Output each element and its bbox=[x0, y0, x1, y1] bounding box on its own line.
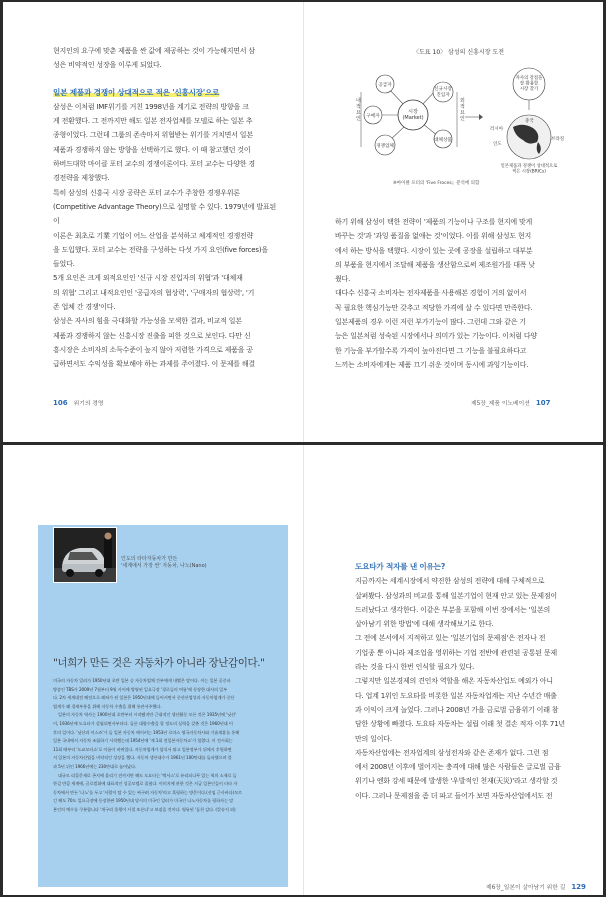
intro-paragraph: 현지인의 요구에 맞춘 제품을 싼 값에 제공하는 것이 가능해지면서 삼 성은 비약적인 성장을 이루게 되었다. bbox=[53, 47, 255, 70]
diagram-title: 〈도표 10〉 삼성의 신흥시장 도전 bbox=[413, 49, 505, 56]
globe-label: 인도 bbox=[493, 142, 502, 147]
diagram-node-label: 구매자 bbox=[366, 114, 380, 119]
sidebar-body: 미국의 자동차 일러가 1950년대 초반 일본 승 자동차업체 간부에게 내뱉은 말이다. 이는 일본 공중파 방송인 TBS가 2009년 7월부터 9월 사이에 방영된 일요극장 '경로들의 여름'에 등장한 대사의 일부 다. 2차 세계대전 패전으로 폐허가 된 일본은 1950년대에 들어서면서 중산산업성과 자동차업계가 중산 업계가 왜 경제부흥을 위해 자동차 수출을 위해 통관서주했다. 일본의 자동차 역사는 1900년대 초반부터 시작됐지만 근대적인 생산활동 모든 것은 1935년에 '닛산' 이, 1936년에 도요타가 설립되면서부터다. 둘른 대량수출을 할 정도의 실력을 갖춘 것은 1960년대 이 후의 일이다. '닛산과 이스즈'가 둘 일본 자동차 메이커는 1953년 로마스 영국자동차사와 기술제휴를 통해 일본 국내에서 자동차 조립하기 시작했는데 1954년에 '제 1회 전일본자동차쇼'가 열렸다. 이 전시회는 11회 때부터 '도쿄모터쇼'로 이름이 바뀌었다. 자동차업계가 압식서 뛰고 일본정부가 뒤에서 후원하면 서 일본의 자동차산업을 비약적인 성장을 했다. 자동차 생산대수가 1961년 100만대를 돌파했으며 불 과 5년 뒤인 1966년에는 230만대로 늘어났다. 대규모 리콜문제로 곤지에 몰리기 전까지만 해도 도요타는 '렉서스'로 유리되나무 있는 혁의 소재로 들 한걸 만큼 세계에, 글로벌화에 대표적인 성공모델로 꼽혔다. 이미지에 관한 것은 지금 일본인들이 타타 자 동차에서 만든 '나노'를 두고 '사람이 탈 수 있는 싸구려 자동차'라고 혹평하는 방문이다.(선임 근사바다)모르 긴 해도 70도 일요극장에 등장한판 1950년대 당시의 미국인 일러가 미국인 나노자동차를 평하자는 말 본인의 예수를 쿠분합니다 '개구리 올챙이 시절 또른다'고 보짐을 것이다. 영뮤된 '돌천 감다. (칼슈저 외) bbox=[53, 678, 242, 812]
paragraph: 지금까지는 세계시장에서 약진한 삼성의 전략에 대해 구체적으로 살펴봤다. 삼성과의 비교를 통해 일본기업이 현재 안고 있는 문제점이 드러났다고 생각한다. 이같은 부분을 포함해 이번 장에서는 '일본의 살아남기 위한 방법'에 대해 생각해보기로 한다. bbox=[355, 577, 557, 629]
page-number: 107 bbox=[535, 398, 551, 407]
page-106-text bbox=[53, 44, 278, 372]
diagram-node-new-entrant bbox=[433, 82, 453, 102]
page-107-text bbox=[335, 215, 565, 372]
globe-label: 중국 bbox=[525, 119, 534, 124]
svg-text:시장(Market): 시장 (Market) bbox=[402, 109, 424, 121]
diagram-caption: ※마이클 포터의 'Five Froces』분석에 의함 bbox=[393, 181, 480, 186]
diagram-internal-label: 내 적 요 인 bbox=[356, 98, 361, 122]
top-gutter bbox=[303, 2, 304, 442]
sidebar-quote: "너희가 만든 것은 자동차가 아니라 장난감이다." bbox=[53, 657, 265, 669]
svg-text:신규시장진입자: 신규시장 진입자 bbox=[434, 87, 452, 98]
globe-label: 러시아 bbox=[490, 127, 504, 132]
paragraph: 일본제품의 경우 이런 저런 부가기능이 많다. 그런데 그와 같은 기 능은 일본처럼 성숙된 시장에서나 의미가 있는 기능이다. 이처럼 다양 한 기능을 부가할수록 가격이 높아진다면 그 기능을 불필요하다고 느끼는 소비자에게는 제품 끄기 쉬운 것이며 동시에 과잉기능이다. bbox=[335, 318, 537, 369]
diagram-node-label: 공급자 bbox=[378, 83, 392, 88]
diagram-node-label: 경쟁업체 bbox=[376, 144, 394, 149]
nano-car-photo bbox=[53, 527, 117, 583]
bottom-spread bbox=[3, 445, 603, 895]
strategy-diagram bbox=[353, 42, 568, 202]
paragraph: 하기 위해 삼성이 택한 전략이 '제품의 기능이나 구조를 현지에 맞게 바꾸는 것'과 '과잉 품질을 없애는 것'이었다. 이를 위해 삼성도 현지 에서 하는 방식을 택했다. 시장이 있는 곳에 공장을 설립하고 대부분 의 부품을 현지에서 조달해 제품을 생산함으로써 제조원가를 대폭 낮 췄다. bbox=[335, 218, 535, 284]
paragraph: 그렇지만 일본경제의 견인차 역할을 해온 자동차산업도 예외가 아니 다. 업계 1위인 도요타를 비롯한 일본 자동차업계는 지난 수년간 매출 과 이익이 크게 늘었다. 그러나 2008년 가을 금로벌 금융위기 이래 참 담한 상황에 빠졌다. 도요타 자동차는 설립 이래 첫 결손 적자 이후 71년 만의 일이다. bbox=[355, 677, 565, 743]
paragraph: 삼성은 이처럼 IMF위기를 거친 1998년을 계기로 전략의 방향을 크 게 전환했다. 그 전까지만 해도 일본 전자업체를 모델로 하는 일본 추 종형이었다. 그런데 그룹의 존속마저 위협받는 위기를 거치면서 일본 제품과 경쟁하지 않는 방향을 선택하기로 했다. 이 때 참고했던 것이 하버드대학 마이클 포터 교수의 경쟁이론이다. 포터 교수는 다양한 경 경전략을 제창했다. bbox=[53, 102, 255, 183]
paragraph: 5개 요인은 크게 외적요인인 '신규 시장 진입자의 위협'과 '대체재 의 위협' 그리고 내적요인인 '공급자의 협상력', '구매자의 협상력', '기 존 업체 간 경쟁'이다. bbox=[53, 274, 255, 312]
running-title: 위기의 경영 bbox=[73, 401, 104, 407]
globe-label: 브라질 bbox=[551, 137, 565, 142]
page-129-text bbox=[355, 560, 580, 803]
paragraph: 자동차산업에는 전자업계의 삼성전자와 같은 존재가 없다. 그런 점 에서 2008년 이후에 벌어지는 충격에 대해 많은 사람들은 글로벌 금융 위기나 엔화 강세 때문에 발생한 '우발적인 천재(天災)'라고 생각할 것 이다. 그러나 문제점을 좀 더 파고 들어가 보면 자동차산업에서도 전 bbox=[355, 748, 561, 800]
diagram-external-label: 외 적 요 인 bbox=[460, 98, 465, 122]
paragraph: 그 전에 본서에서 지적하고 있는 '일본기업의 문제점'은 전자나 전 기업종 뿐 아니라 제조업을 영위하는 기업 전반에 관련된 공통된 문제 라는 것을 다시 한번 인식할 필요가 있다. bbox=[355, 634, 557, 672]
svg-text:일본제품과 경쟁이 상대적으로적은 시장(BRICs): 일본제품과 경쟁이 상대적으로 적은 시장(BRICs) bbox=[500, 164, 558, 175]
bottom-gutter bbox=[303, 445, 304, 895]
running-title: 제6장_일본이 살아남기 위한 길 bbox=[486, 885, 566, 891]
page-129-footer bbox=[486, 882, 586, 891]
section-heading-toyota: 도요타가 적자를 낸 이유는? bbox=[355, 562, 446, 571]
page-number: 129 bbox=[571, 882, 586, 891]
svg-text:자사의 강점을잘 활용할시장 찾기: 자사의 강점을 잘 활용할 시장 찾기 bbox=[515, 76, 543, 92]
page-number: 106 bbox=[53, 398, 68, 407]
diagram-node-label: 대체상품 bbox=[434, 138, 452, 143]
paragraph: 삼성은 자사의 힘을 극대화할 가능성을 모색한 결과, 비교적 일본 제품과 경쟁하지 않는 신흥시장 진출을 피한 것으로 보인다. 다만 신 흥시장은 소비자의 소득수준이 높지 않아 저렴한 가격으로 제품을 공 급하면서도 수익성을 확보해야 하는 과제를 주어졌다. 이 문제를 해결 bbox=[53, 317, 255, 369]
paragraph: 대다수 신흥국 소비자는 전자제품을 사용해본 경험이 거의 없어서 꼭 필요한 핵심기능만 갖추고 적당한 가격에 살 수 있다면 만족한다. bbox=[335, 289, 533, 312]
running-title: 제5장_제품 이노베이션 bbox=[471, 401, 530, 407]
page-107-footer bbox=[471, 398, 550, 407]
top-spread bbox=[3, 2, 603, 442]
section-heading-emerging-markets: 일본 제품과 경쟁이 상대적으로 적은 '신흥시장'으로 bbox=[53, 87, 220, 97]
page-106-footer bbox=[53, 398, 103, 407]
paragraph: 특히 삼성의 신흥국 시장 공략은 포터 교수가 주창한 경쟁우위론 (Competitive Advantage Theory)으로 설명할 수 있다. 1979년에 발표된 이 이론은 최초로 기業 기업이 어느 산업을 분석하고 체계적인 경쟁전략 을 도입했다. 포터 교수는 전략을 구성하는 다섯 가지 요인(five forces)을 들었다. bbox=[53, 188, 277, 269]
photo-caption: 인도의 타타자동차가 만든 '세계에서 가장 싼' 자동차, 나노(Nano) bbox=[121, 556, 207, 569]
